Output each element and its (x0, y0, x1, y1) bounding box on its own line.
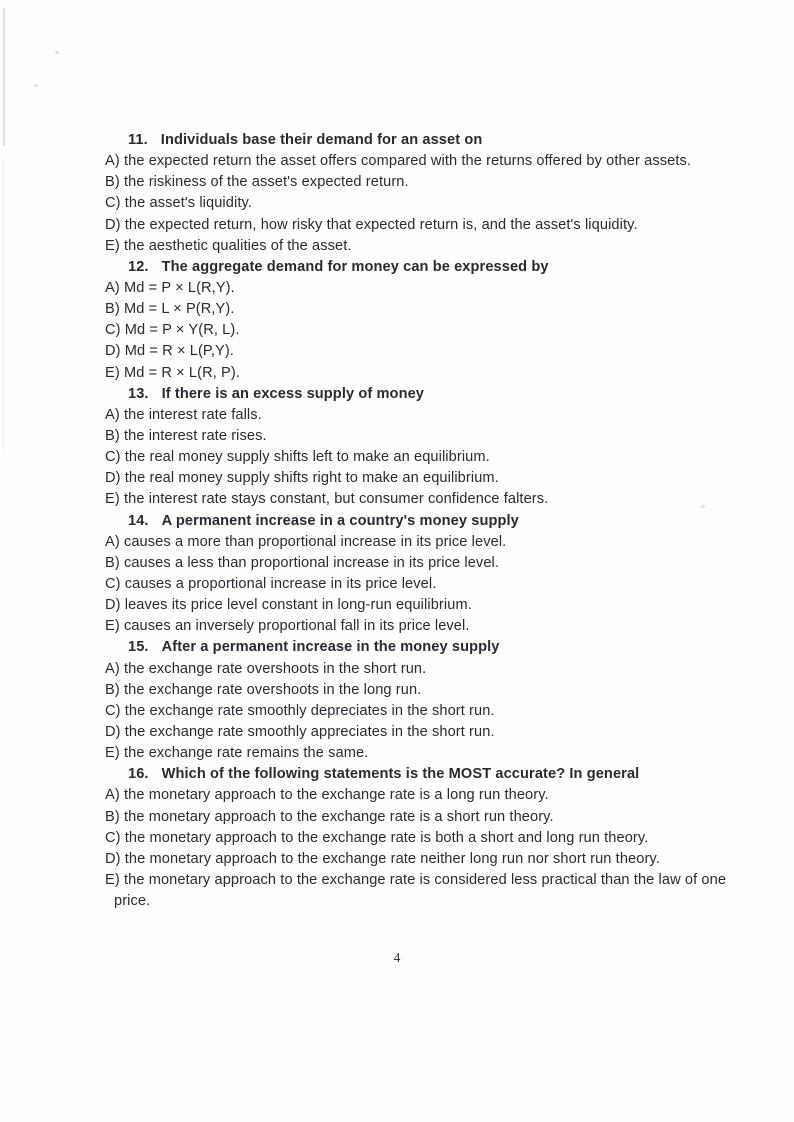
question-number: 16. (128, 766, 149, 783)
question-13-option-a: A) the interest rate falls. (105, 406, 262, 423)
question-prompt: The aggregate demand for money can be expressed by (161, 258, 549, 275)
question-13-option-c: C) the real money supply shifts left to make an equilibrium. (105, 449, 490, 466)
question-14-header (105, 511, 765, 532)
question-number: 12. (128, 258, 149, 275)
question-11-option-c: C) the asset's liquidity. (105, 195, 252, 212)
scan-artifact-speck (55, 51, 59, 54)
question-number: 14. (128, 512, 149, 529)
question-16-option-b: B) the monetary approach to the exchange rate is a short run theory. (105, 808, 554, 825)
question-14-option-a: A) causes a more than proportional increase in its price level. (105, 533, 507, 550)
question-16-header (105, 764, 765, 785)
question-prompt: Individuals base their demand for an asset on (160, 132, 483, 148)
question-11-option-a: A) the expected return the asset offers compared with the returns offered by other assets. (105, 153, 692, 170)
question-16-option-e-continuation: price. (114, 893, 151, 910)
question-16-option-d: D) the monetary approach to the exchange rate neither long run nor short run theory. (105, 850, 660, 867)
scan-artifact-line (3, 8, 5, 146)
question-12-option-c: C) Md = P × Y(R, L). (105, 322, 240, 339)
question-12-option-d: D) Md = R × L(P,Y). (105, 343, 234, 360)
question-11-option-d: D) the expected return, how risky that expected return is, and the asset's liquidity. (105, 216, 638, 233)
question-16-option-a: A) the monetary approach to the exchange rate is a long run theory. (105, 787, 549, 804)
question-13-option-d: D) the real money supply shifts right to make an equilibrium. (105, 470, 499, 487)
question-number: 13. (128, 385, 149, 402)
question-14-option-e: E) causes an inversely proportional fall in its price level. (105, 618, 470, 635)
question-prompt: After a permanent increase in the money supply (161, 639, 500, 656)
question-prompt: A permanent increase in a country's money supply (161, 512, 519, 529)
question-prompt: If there is an excess supply of money (161, 385, 425, 402)
scan-artifact-speck (34, 84, 38, 87)
question-15-option-a: A) the exchange rate overshoots in the short run. (105, 660, 427, 677)
question-12-option-b: B) Md = L × P(R,Y). (105, 301, 235, 318)
question-number: 15. (128, 639, 149, 656)
question-12-option-a: A) Md = P × L(R,Y). (105, 279, 235, 296)
question-11-option-b: B) the riskiness of the asset's expected return. (105, 174, 409, 191)
page-number: 4 (393, 950, 401, 965)
question-14-option-d: D) leaves its price level constant in long-run equilibrium. (105, 597, 472, 614)
question-15-option-d: D) the exchange rate smoothly appreciates in the short run. (105, 723, 495, 740)
question-16-option-c: C) the monetary approach to the exchange rate is both a short and long run theory. (105, 829, 649, 846)
scan-artifact-line (3, 160, 4, 450)
question-12-header (105, 257, 765, 278)
question-11-header (105, 130, 765, 151)
question-11-option-e: E) the aesthetic qualities of the asset. (105, 237, 352, 254)
question-13-header (105, 384, 765, 405)
question-15-header (105, 637, 765, 658)
question-14-option-c: C) causes a proportional increase in its price level. (105, 575, 437, 592)
question-prompt: Which of the following statements is the MOST accurate? In general (161, 766, 640, 783)
question-14-option-b: B) causes a less than proportional increase in its price level. (105, 554, 500, 571)
question-15-option-e: E) the exchange rate remains the same. (105, 745, 369, 762)
question-16-option-e: E) the monetary approach to the exchange rate is considered less practical than the law of one (105, 871, 727, 888)
question-number: 11. (128, 132, 148, 148)
question-15-option-b: B) the exchange rate overshoots in the long run. (105, 681, 422, 698)
question-list (105, 130, 765, 912)
question-13-option-e: E) the interest rate stays constant, but consumer confidence falters. (105, 491, 549, 508)
question-15-option-c: C) the exchange rate smoothly depreciates in the short run. (105, 702, 495, 719)
question-13-option-b: B) the interest rate rises. (105, 427, 267, 444)
question-12-option-e: E) Md = R × L(R, P). (105, 364, 240, 381)
